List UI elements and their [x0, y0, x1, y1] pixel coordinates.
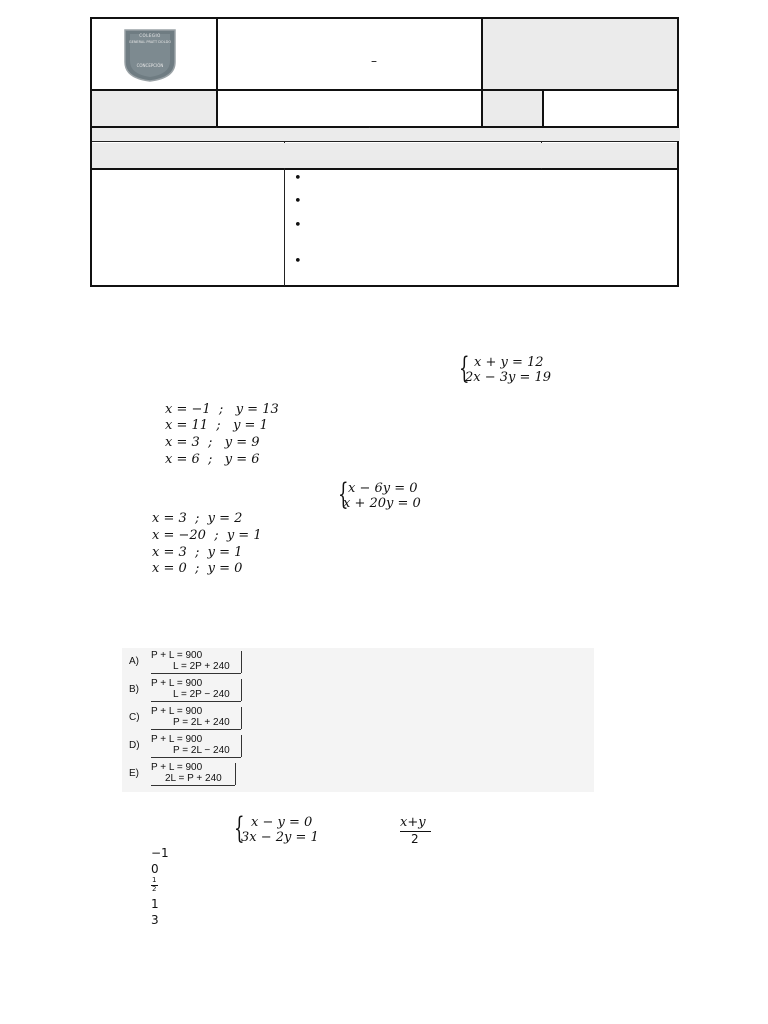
answer-option: x = 3 ; y = 9 [165, 435, 260, 450]
half-numerator: 1 [152, 876, 157, 884]
school-city: CONCEPCIÓN [136, 63, 164, 68]
answer-option: 1 [151, 897, 159, 911]
system-equation: x − y = 0 [251, 815, 313, 830]
system-brace: { [338, 477, 349, 512]
school-subtitle: GENERAL PRATT DOLDO [128, 40, 172, 44]
half-denominator: 2 [152, 885, 157, 893]
fraction-denominator: 2 [411, 832, 419, 846]
answer-option: x = 0 ; y = 0 [152, 561, 243, 576]
system-brace: { [459, 351, 470, 386]
option-letter: A) [129, 656, 139, 667]
school-name: COLEGIO [139, 33, 161, 38]
answer-option: x = 3 ; y = 1 [152, 545, 243, 560]
option-equation: P + L = 900 [151, 762, 203, 773]
system-equation: x − 6y = 0 [348, 481, 418, 496]
fraction-numerator: x+y [400, 815, 426, 830]
answer-option: 3 [151, 913, 159, 927]
system-brace: { [234, 811, 245, 846]
answer-option: x = 6 ; y = 6 [165, 452, 260, 467]
answer-option: 0 [151, 862, 159, 876]
title-dash: – [371, 54, 377, 68]
option-equation: 2L = P + 240 [165, 773, 222, 784]
option-equation: L = 2P − 240 [173, 689, 230, 700]
option-equation: P + L = 900 [151, 706, 203, 717]
question-3-options-image [122, 648, 594, 792]
answer-option-half [151, 876, 161, 896]
bullet-point: • [294, 254, 302, 269]
option-letter: E) [129, 768, 139, 779]
option-letter: B) [129, 684, 139, 695]
bullet-point: • [294, 171, 302, 186]
option-equation: P + L = 900 [151, 650, 203, 661]
answer-option: x = −20 ; y = 1 [152, 528, 262, 543]
answer-option: x = 11 ; y = 1 [165, 418, 268, 433]
bullet-point: • [294, 194, 302, 209]
answer-option: x = 3 ; y = 2 [152, 511, 243, 526]
option-equation: P + L = 900 [151, 678, 203, 689]
answer-option: −1 [151, 846, 169, 860]
answer-option: x = −1 ; y = 13 [165, 402, 279, 417]
option-letter: D) [129, 740, 140, 751]
option-equation: P = 2L − 240 [173, 745, 230, 756]
option-equation: P + L = 900 [151, 734, 203, 745]
school-logo [122, 28, 178, 82]
system-equation: 2x − 3y = 19 [465, 370, 552, 385]
system-equation: x + y = 12 [474, 355, 544, 370]
system-equation: 3x − 2y = 1 [241, 830, 319, 845]
option-equation: P = 2L + 240 [173, 717, 230, 728]
bullet-point: • [294, 218, 302, 233]
option-equation: L = 2P + 240 [173, 661, 230, 672]
option-letter: C) [129, 712, 140, 723]
system-equation: x + 20y = 0 [343, 496, 421, 511]
